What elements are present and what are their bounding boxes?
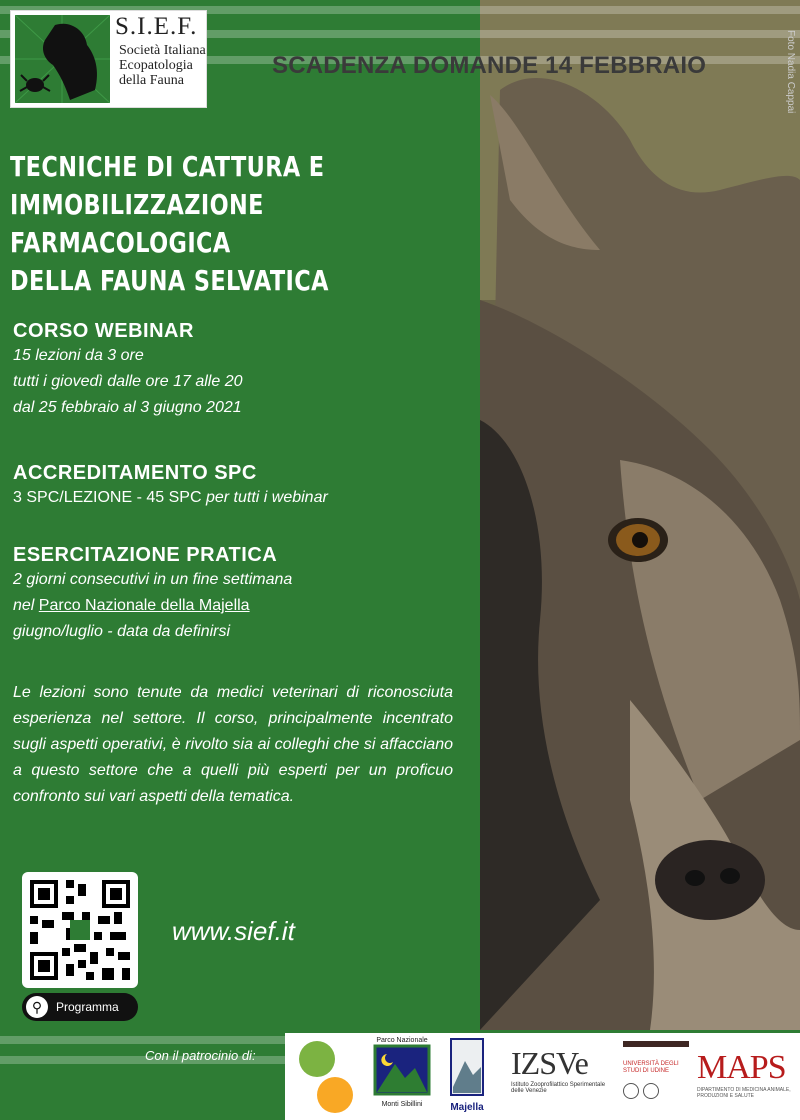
website-link[interactable]: www.sief.it — [172, 916, 295, 946]
accreditation-note: per tutti i webinar — [201, 489, 328, 506]
udine-seal-icon — [643, 1083, 659, 1099]
udine-text: UNIVERSITÀ DEGLI STUDI DI UDINE — [623, 1061, 679, 1074]
sponsor-izsve — [511, 1037, 611, 1115]
sponsor-majella — [447, 1037, 487, 1115]
wolf-illustration — [480, 0, 800, 1030]
title-line-2: IMMOBILIZZAZIONE FARMACOLOGICA — [10, 188, 264, 259]
maps-logo-text: MAPS — [697, 1049, 786, 1086]
program-button[interactable] — [22, 993, 138, 1021]
sponsor-logos — [285, 1033, 800, 1120]
title-line-1: TECNICHE DI CATTURA E — [10, 150, 325, 183]
izsve-logo-text: IZSVe — [511, 1045, 588, 1081]
qr-code[interactable] — [22, 872, 138, 988]
accreditation-line — [13, 485, 463, 511]
logo-title: S.I.E.F. — [115, 13, 198, 40]
course-description: Le lezioni sono tenute da medici veterinari di riconosciuta esperienza nel settore. Il corso, principalmente incentrato sugli aspetti operativi, è rivolto sia ai colleghi che si affacciano a questo settore che a quelli più esperti per un proficuo confronto sui vari aspetti della tematica. — [13, 684, 453, 805]
wolf-photo — [480, 0, 800, 1030]
practice-line-2 — [13, 593, 463, 619]
webinar-line-2: tutti i giovedì dalle ore 17 alle 20 — [13, 373, 243, 390]
logo-line-2: Ecopatologia — [119, 58, 193, 73]
logo-line-1: Società Italiana — [119, 43, 206, 58]
webinar-line-1: 15 lezioni da 3 ore — [13, 347, 144, 364]
sponsor-sibillini — [373, 1037, 431, 1115]
webinar-section — [13, 320, 463, 421]
maps-subtitle: DIPARTIMENTO DI MEDICINA ANIMALE, PRODUZIONI E SALUTE — [697, 1087, 791, 1099]
practice-section — [13, 544, 463, 645]
logo-subtitle — [119, 43, 206, 88]
title-line-3: DELLA FAUNA SELVATICA — [10, 264, 329, 297]
sief-logo — [10, 10, 207, 108]
practice-line-2-prefix: nel — [13, 597, 39, 614]
accreditation-credits: 3 SPC/LEZIONE - 45 SPC — [13, 489, 202, 506]
practice-line-1: 2 giorni consecutivi in un fine settimana — [13, 571, 293, 588]
program-button-label: Programma — [56, 1000, 119, 1014]
sibillini-bottom-text: Monti Sibillini — [381, 1101, 423, 1108]
photo-credit: Foto Nadia Cappai — [785, 30, 796, 114]
sponsor-green-logo — [295, 1037, 355, 1115]
sponsor-maps — [697, 1037, 797, 1115]
qr-code-icon — [30, 880, 130, 980]
sibillini-mountain-icon — [373, 1044, 431, 1096]
webinar-heading: CORSO WEBINAR — [13, 320, 194, 342]
udine-seal-icon — [623, 1083, 639, 1099]
sponsor-udine — [623, 1037, 689, 1115]
accreditation-heading: ACCREDITAMENTO SPC — [13, 462, 257, 484]
patronage-label: Con il patrocinio di: — [145, 1048, 256, 1063]
pdf-icon: ⚲ — [26, 996, 48, 1018]
practice-line-3: giugno/luglio - data da definirsi — [13, 623, 231, 640]
practice-heading: ESERCITAZIONE PRATICA — [13, 544, 278, 566]
majella-logo-icon — [447, 1037, 487, 1097]
course-title — [10, 148, 474, 300]
majella-text: Majella — [450, 1102, 484, 1113]
sibillini-top-text: Parco Nazionale — [376, 1037, 428, 1044]
accreditation-section — [13, 462, 463, 511]
logo-line-3: della Fauna — [119, 73, 184, 88]
wolf-tick-logo-icon — [15, 15, 110, 103]
izsve-subtitle: Istituto Zooprofilattico Sperimentale delle Venezie — [511, 1082, 606, 1094]
deadline-banner: SCADENZA DOMANDE 14 FEBBRAIO — [272, 52, 707, 79]
webinar-line-3: dal 25 febbraio al 3 giugno 2021 — [13, 399, 242, 416]
majella-park-link[interactable]: Parco Nazionale della Majella — [38, 597, 250, 614]
